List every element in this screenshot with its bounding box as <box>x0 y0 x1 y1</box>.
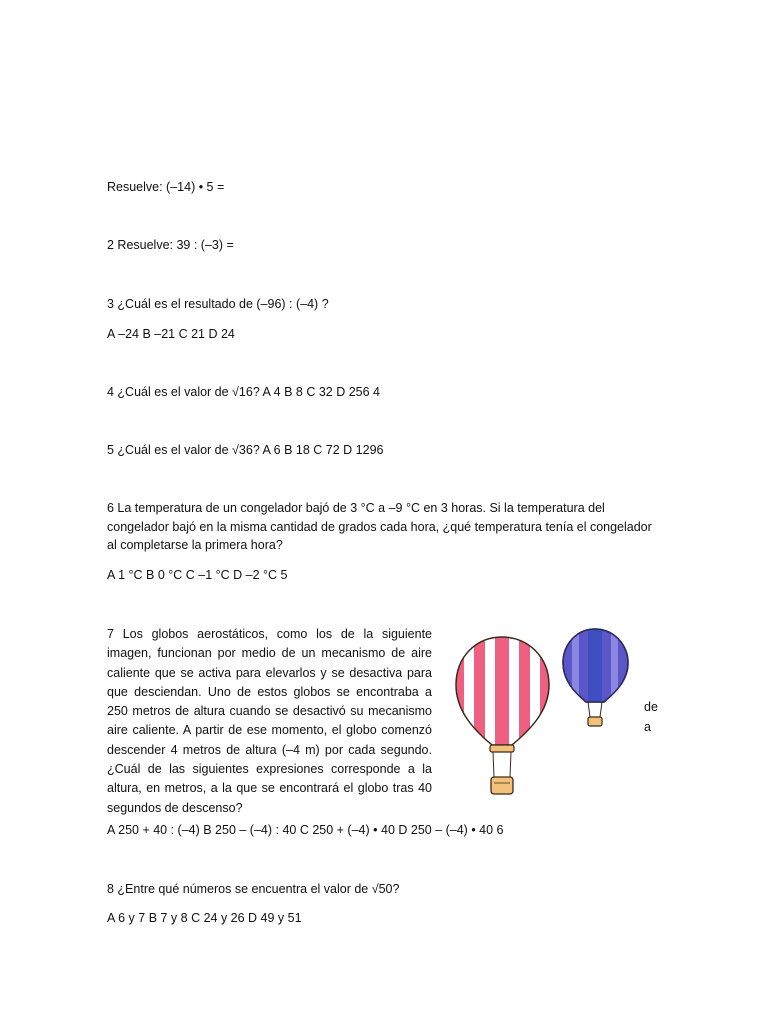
question-4: 4 ¿Cuál es el valor de √16? A 4 B 8 C 32 D 256 4 <box>107 385 380 399</box>
question-8-options: A 6 y 7 B 7 y 8 C 24 y 26 D 49 y 51 <box>107 911 302 925</box>
hot-air-balloons-illustration <box>452 625 637 805</box>
question-7-text: 7 Los globos aerostáticos, como los de la siguiente imagen, funcionan por medio de un mecanismo de aire caliente que se activa para elevarlos y se desactiva para que desciendan. Uno de estos globos se encontraba a 250 metros de altura cuando se desactivó su mecanismo <box>107 627 432 719</box>
question-6: 6 La temperatura de un congelador bajó de 3 °C a –9 °C en 3 horas. Si la temperatura del congelador bajó en la misma cantidad de grados cada hora, ¿qué temperatura tenía el congelador al completarse la primera hora? <box>107 501 652 552</box>
question-8: 8 ¿Entre qué números se encuentra el valor de √50? <box>107 882 400 896</box>
question-2: 2 Resuelve: 39 : (–3) = <box>107 238 234 252</box>
blue-balloon <box>563 625 628 726</box>
question-6-options: A 1 °C B 0 °C C –1 °C D –2 °C 5 <box>107 568 288 582</box>
question-7 <box>107 625 432 818</box>
question-7-text-end: descender 4 metros de altura (–4 m) por cada segundo. ¿Cuál de las siguientes expresiones corresponde a la altura, en metros, a la que se encontrará el globo tras 40 segundos de descenso? <box>107 742 432 815</box>
question-1: Resuelve: (–14) • 5 = <box>107 180 225 194</box>
pink-balloon <box>456 625 549 794</box>
question-3-options: A –24 B –21 C 21 D 24 <box>107 327 235 341</box>
question-7-side-word-2: a <box>644 720 651 734</box>
question-3: 3 ¿Cuál es el resultado de (–96) : (–4) ? <box>107 297 329 311</box>
question-5: 5 ¿Cuál es el valor de √36? A 6 B 18 C 72 D 1296 <box>107 443 384 457</box>
question-7-options: A 250 + 40 : (–4) B 250 – (–4) : 40 C 250 + (–4) • 40 D 250 – (–4) • 40 6 <box>107 823 504 837</box>
question-7-text-cont: aire caliente. A partir de ese momento, el globo comenzó <box>107 723 432 738</box>
question-7-side-word-1: de <box>644 700 658 714</box>
